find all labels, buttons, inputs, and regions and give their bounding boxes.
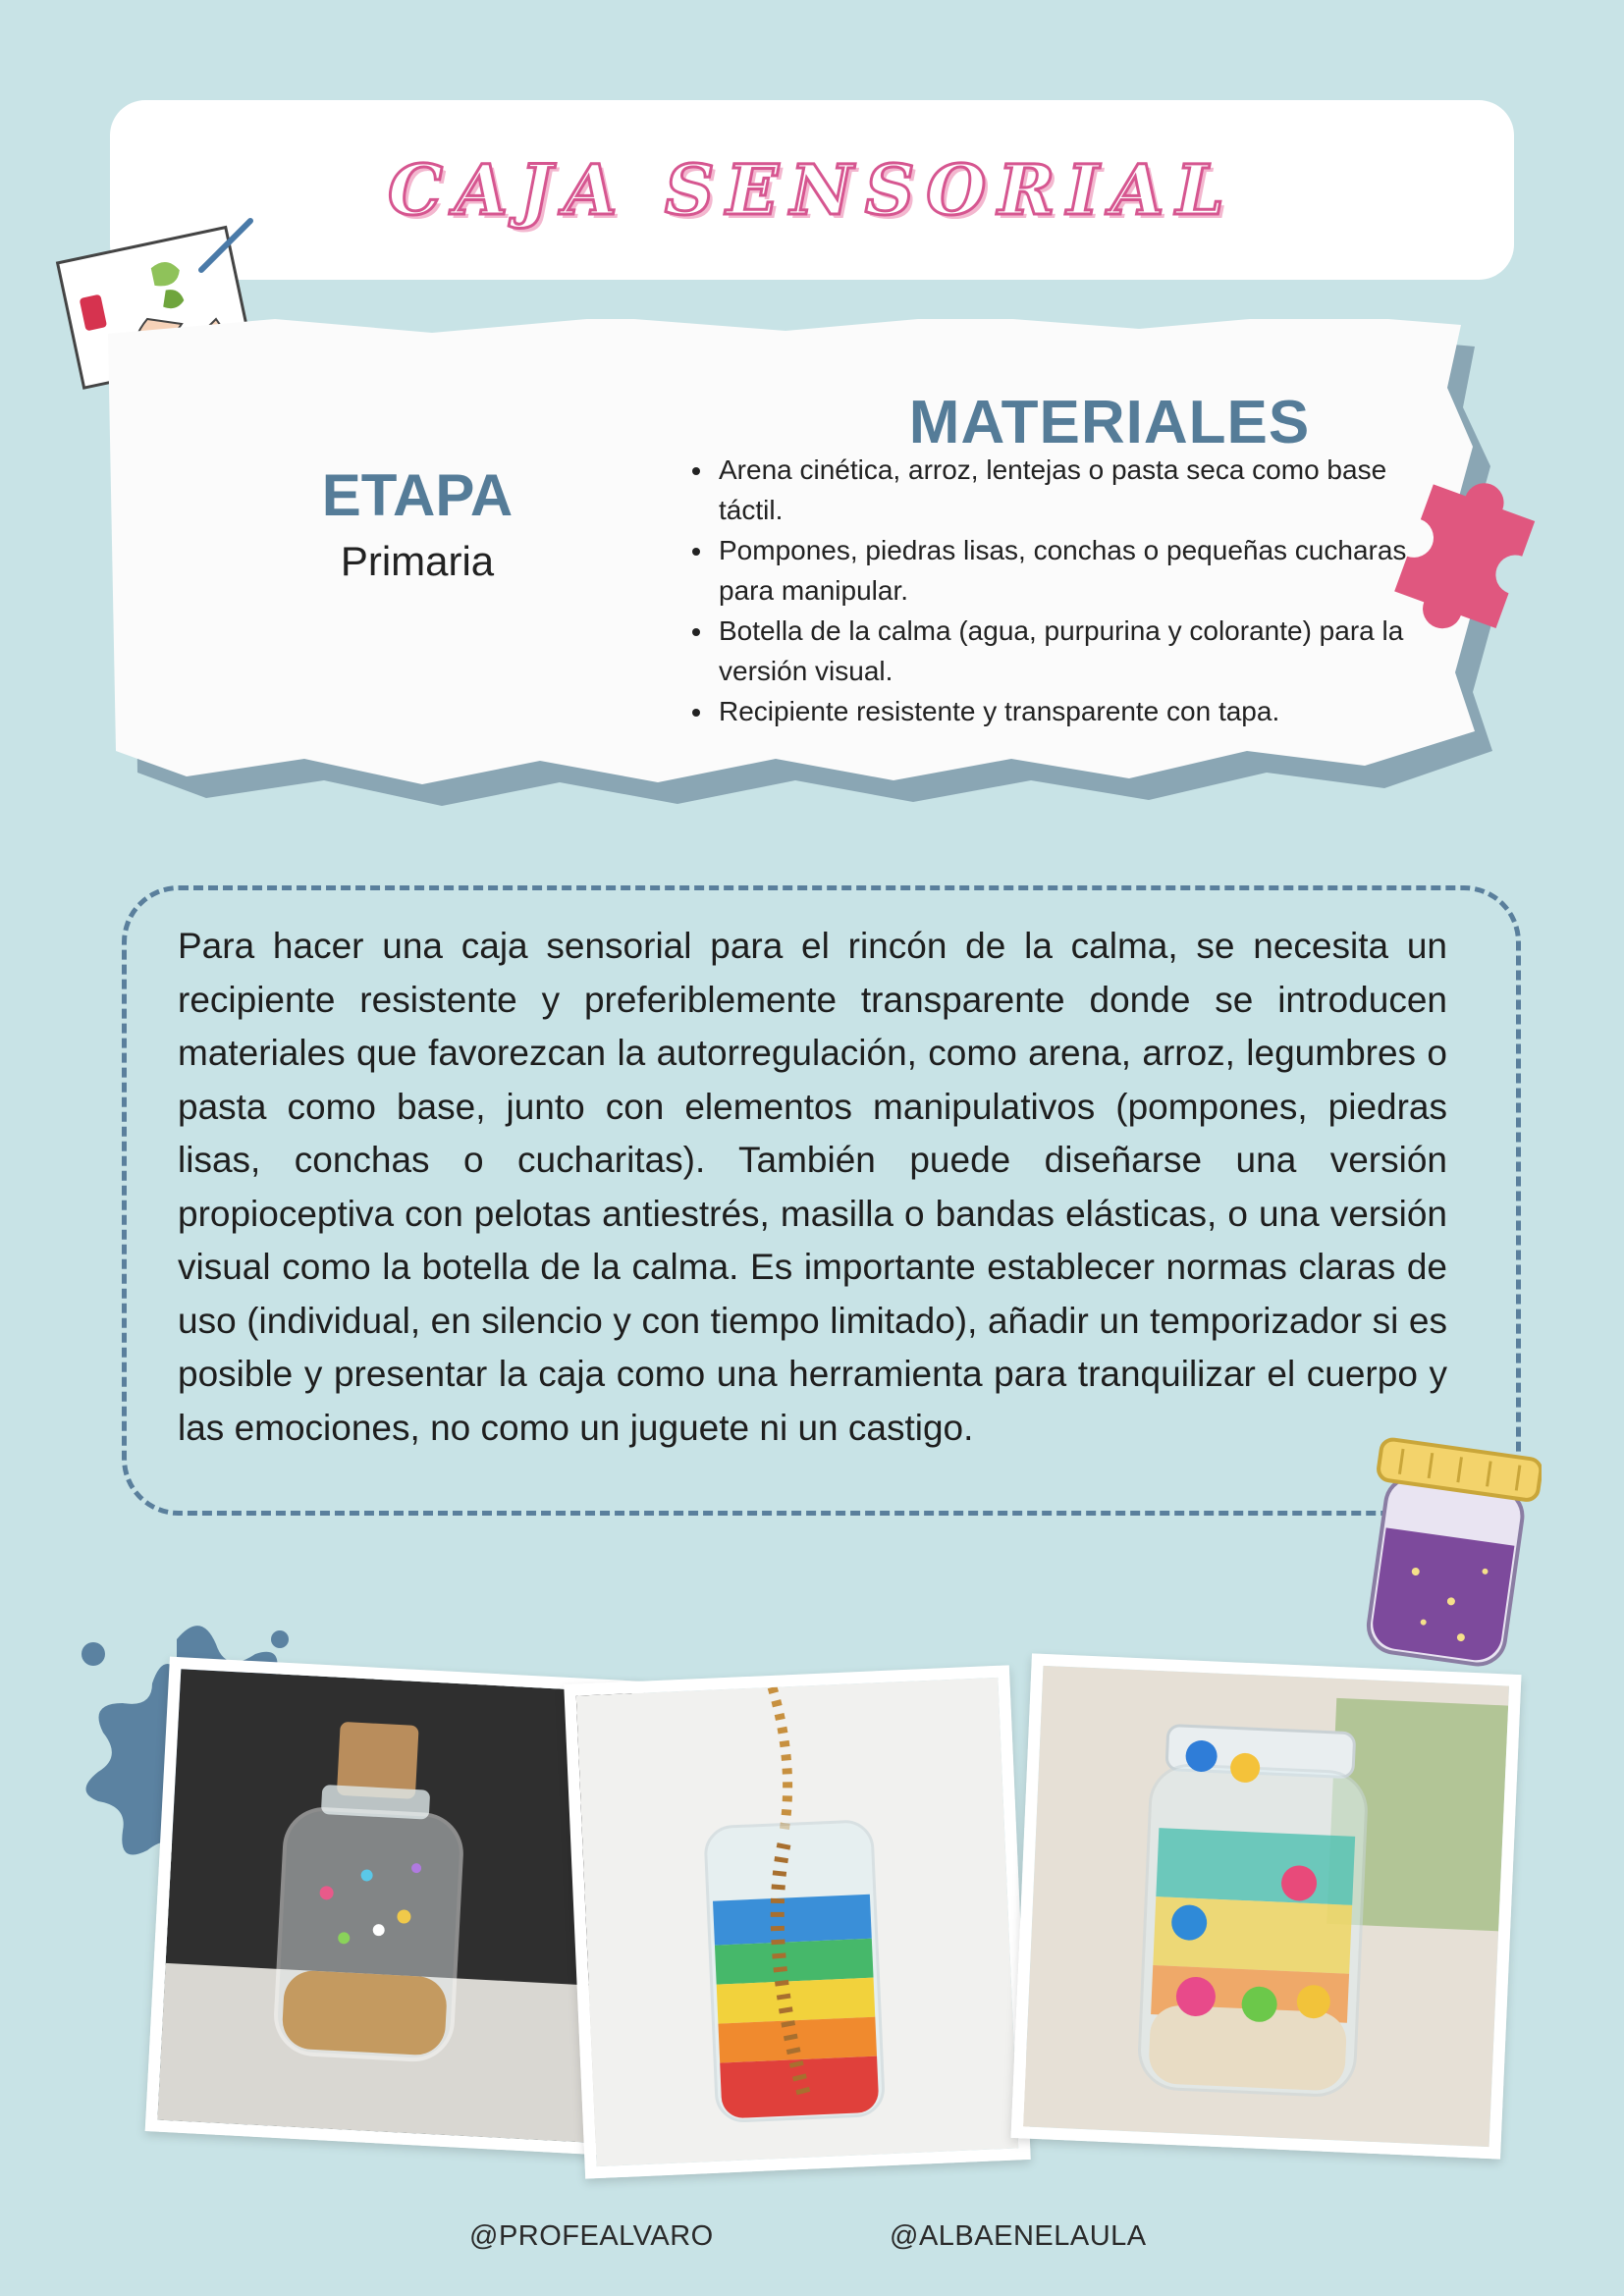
- photo-jar-rainbow: [564, 1665, 1031, 2178]
- list-item: • Arena cinética, arroz, lentejas o pasta seca como base táctil.: [715, 450, 1441, 530]
- list-item: • Recipiente resistente y transparente con tapa.: [715, 691, 1441, 731]
- title-card: [110, 100, 1514, 280]
- puzzle-piece-icon: [1380, 461, 1561, 633]
- list-item: • Pompones, piedras lisas, conchas o pequeñas cucharas para manipular.: [715, 530, 1441, 611]
- list-item: • Botella de la calma (agua, purpurina y colorante) para la versión visual.: [715, 611, 1441, 691]
- description-text: Para hacer una caja sensorial para el rincón de la calma, se necesita un recipiente resistente y preferiblemente transparente donde se introducen materiales que favorezcan la autorregulación, como arena, arroz, legumbres o pasta como base, junto con elementos manipulativos (pompones, piedras lisas, conchas o cucharitas). También puede diseñarse una versión propioceptiva con pelotas antiestrés, masilla o bandas elásticas, o una versión visual como la botella de la calma. Es importante establecer normas claras de uso (individual, en silencio y con tiempo limitado), añadir un temporizador si es posible y presentar la caja como una herramienta para tranquilizar el cuerpo y las emociones, no como un juguete ni un castigo.: [178, 926, 1447, 1448]
- photo-jar-balls: [1010, 1653, 1521, 2159]
- credit-handle: @PROFEALVARO: [469, 2220, 714, 2252]
- page-title: CAJA SENSORIAL: [388, 149, 1236, 231]
- description-box: [122, 885, 1521, 1516]
- etapa-heading: ETAPA: [321, 462, 514, 528]
- glitter-jar-icon: [1350, 1428, 1542, 1674]
- etapa-value: Primaria: [340, 538, 495, 584]
- materiales-heading: MATERIALES: [908, 389, 1311, 456]
- materiales-list: [677, 450, 1441, 731]
- credit-handle: @ALBAENELAULA: [890, 2220, 1147, 2252]
